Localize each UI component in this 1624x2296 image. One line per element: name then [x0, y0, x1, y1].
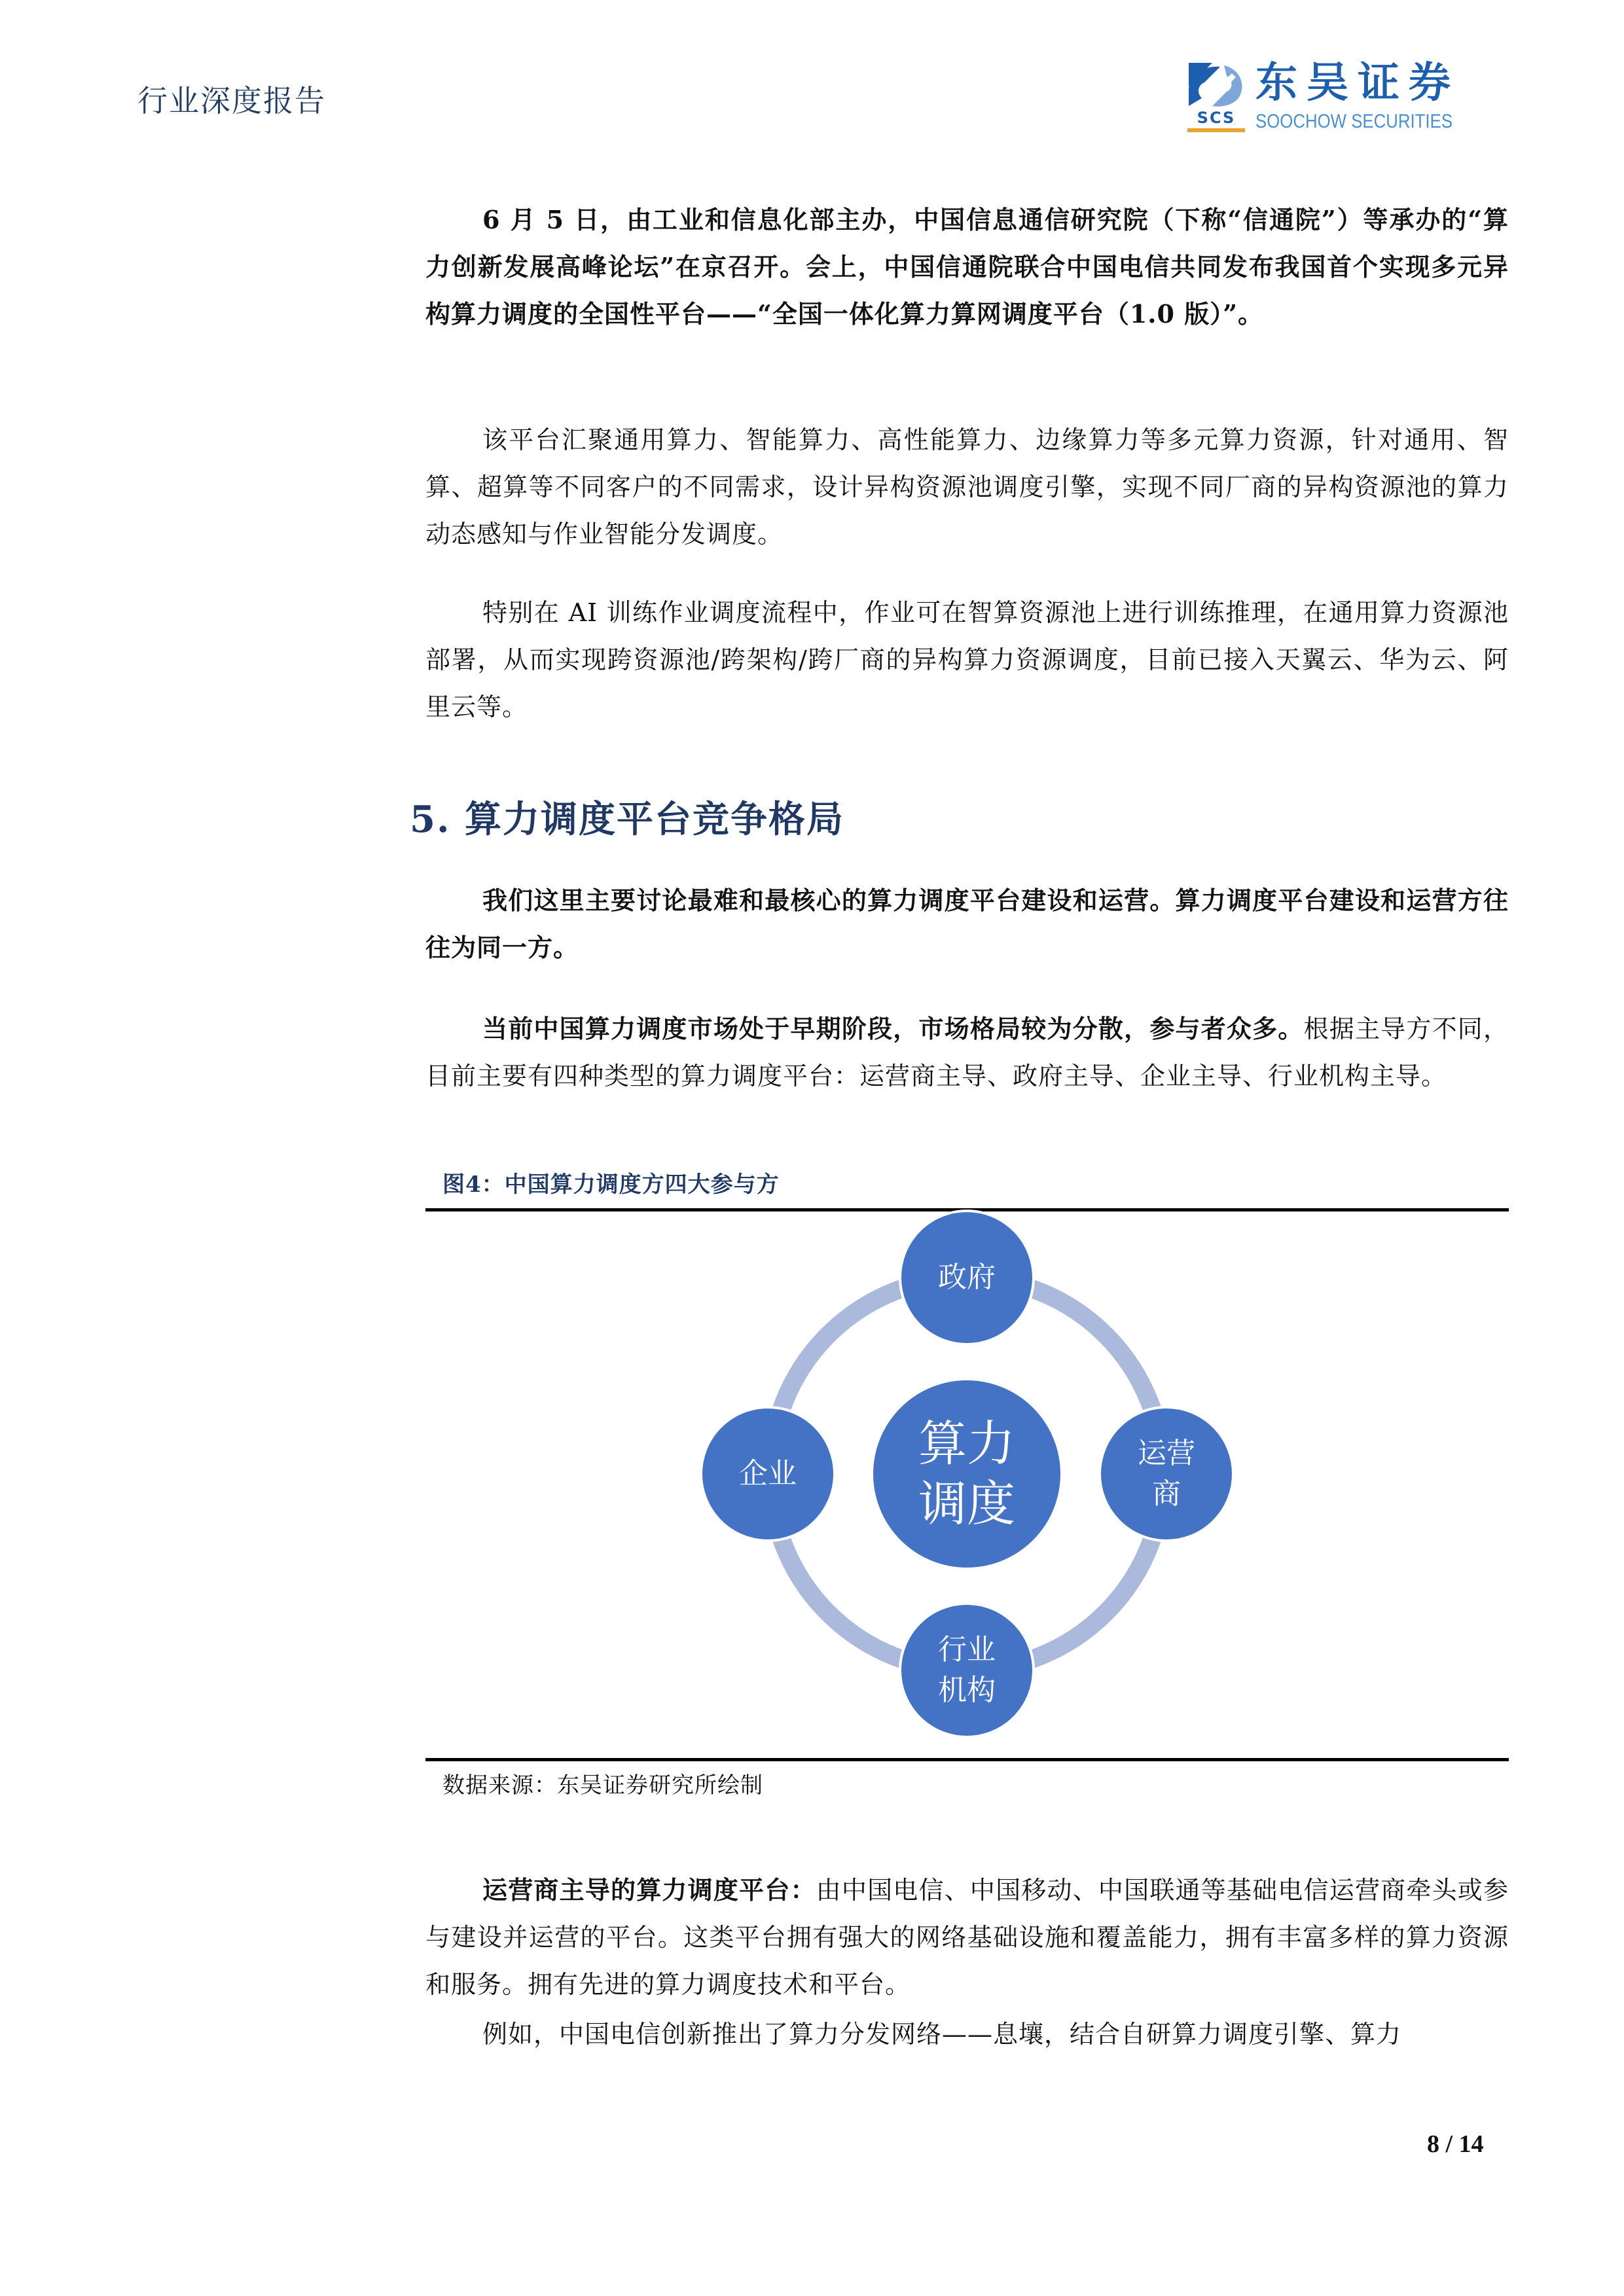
node-operator-line1: 运营 — [1138, 1437, 1195, 1470]
diagram-center-node — [871, 1378, 1063, 1570]
svg-text:SCS: SCS — [1197, 109, 1236, 127]
diagram-node-government — [899, 1210, 1035, 1346]
paragraph-market-status-normal: 根据主导方不同，目前主要有四种类型的算力调度平台：运营商主导、政府主导、企业主导、行业机构主导。 — [425, 1014, 1509, 1090]
figure-bottom-rule — [425, 1758, 1509, 1761]
section-number: 5. — [410, 798, 451, 841]
section-title-text: 算力调度平台竞争格局 — [464, 798, 844, 841]
page-number: 8 / 14 — [1427, 2130, 1484, 2158]
paragraph-operator-platform-bold: 运营商主导的算力调度平台： — [482, 1875, 816, 1905]
paragraph-market-status — [425, 1005, 1509, 1100]
paragraph-ai-scheduling: 特别在 AI 训练作业调度流程中，作业可在智算资源池上进行训练推理，在通用算力资源池部署，从而实现跨资源池/跨架构/跨厂商的异构算力资源调度，目前已接入天翼云、华为云、阿里云等。 — [425, 598, 1509, 721]
node-industry-org-line2: 机构 — [938, 1674, 996, 1707]
paragraph-operator-platform — [425, 1867, 1509, 2008]
figure-caption: 图4：中国算力调度方四大参与方 — [442, 1172, 780, 1198]
node-operator-line2: 商 — [1152, 1477, 1181, 1511]
scs-logo-icon — [1186, 60, 1246, 136]
diagram-node-operator — [1098, 1406, 1235, 1542]
paragraph-market-status-bold: 当前中国算力调度市场处于早期阶段，市场格局较为分散，参与者众多。 — [482, 1014, 1304, 1043]
paragraph-operator-platform-normal: 由中国电信、中国移动、中国联通等基础电信运营商牵头或参与建设并运营的平台。这类平台拥有强大的网络基础设施和覆盖能力，拥有丰富多样的算力资源和服务。拥有先进的算力调度技术和平台。 — [425, 1876, 1509, 1999]
paragraph-telecom-example-text: 例如，中国电信创新推出了算力分发网络——息壤，结合自研算力调度引擎、算力 — [482, 2020, 1402, 2049]
diagram-node-enterprise — [700, 1406, 836, 1542]
logo-name-cn: 东吴证券 — [1255, 59, 1460, 107]
paragraph-scope-bold: 我们这里主要讨论最难和最核心的算力调度平台建设和运营。算力调度平台建设和运营方往往为同一方。 — [425, 886, 1509, 962]
logo-name-en: SOOCHOW SECURITIES — [1255, 111, 1453, 132]
paragraph-telecom-example — [425, 2011, 1509, 2058]
section-heading — [410, 791, 844, 843]
node-government-label: 政府 — [938, 1261, 996, 1294]
center-node-line1: 算力 — [918, 1416, 1015, 1472]
report-type-label: 行业深度报告 — [137, 83, 326, 118]
figure-source: 数据来源：东吴证券研究所绘制 — [442, 1772, 763, 1799]
node-industry-org-line1: 行业 — [938, 1633, 996, 1666]
paragraph-forum-announcement: 6 月 5 日，由工业和信息化部主办，中国信息通信研究院（下称“信通院”）等承办的“算力创新发展高峰论坛”在京召开。会上，中国信通院联合中国电信共同发布我国首个实现多元异构算力调度的全国性平台——“全国一体化算力算网调度平台（1.0 版）”。 — [425, 205, 1509, 329]
center-node-line2: 调度 — [918, 1476, 1015, 1532]
node-enterprise-label: 企业 — [739, 1457, 797, 1490]
diagram-node-industry-org — [899, 1602, 1035, 1738]
soochow-securities-logo — [1186, 60, 1507, 136]
paragraph-platform-description: 该平台汇聚通用算力、智能算力、高性能算力、边缘算力等多元算力资源，针对通用、智算、超算等不同客户的不同需求，设计异构资源池调度引擎，实现不同厂商的异构资源池的算力动态感知与作业智能分发调度。 — [425, 425, 1509, 548]
participants-diagram — [681, 1217, 1257, 1754]
paragraph-scope — [425, 877, 1509, 971]
